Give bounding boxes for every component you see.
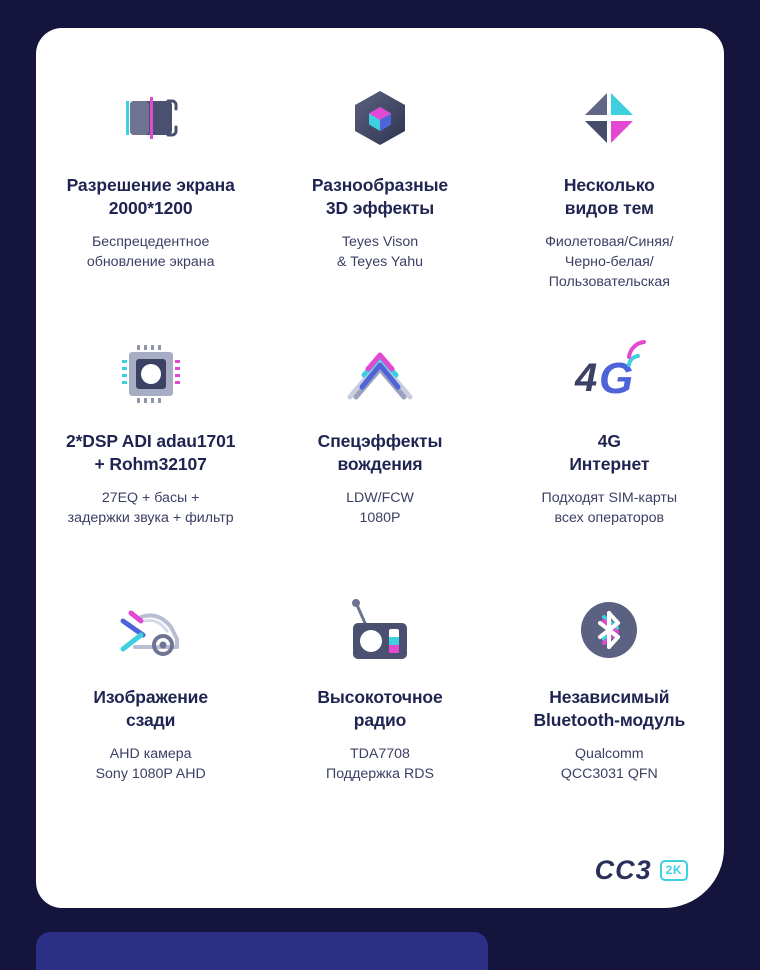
svg-text:4: 4 xyxy=(575,356,598,400)
radio-icon xyxy=(335,574,425,686)
feature-subtitle: Qualcomm QCC3031 QFN xyxy=(560,745,658,782)
feature-subtitle: 27EQ + басы + задержки звука + фильтр xyxy=(67,489,234,526)
feature-item xyxy=(495,318,724,574)
feature-item xyxy=(36,318,265,574)
dsp-chip-icon xyxy=(111,318,191,430)
feature-subtitle: Беспрецедентное обновление экрана xyxy=(86,233,215,270)
screen-resolution-icon xyxy=(112,62,190,174)
feature-title: Разнообразные 3D эффекты xyxy=(311,175,449,219)
feature-title: Высокоточное радио xyxy=(317,687,443,731)
svg-text:G: G xyxy=(599,354,634,403)
feature-title: Несколько видов тем xyxy=(563,175,655,219)
feature-subtitle: Teyes Vison & Teyes Yahu xyxy=(337,233,423,270)
feature-item xyxy=(36,62,265,318)
cube-3d-effects-icon xyxy=(341,62,419,174)
feature-subtitle: TDA7708 Поддержка RDS xyxy=(326,745,434,782)
4g-internet-icon xyxy=(561,318,657,430)
feature-subtitle: LDW/FCW 1080P xyxy=(346,489,414,526)
feature-subtitle: Подходят SIM-карты всех операторов xyxy=(541,489,678,526)
feature-item xyxy=(265,574,494,830)
feature-item xyxy=(36,574,265,830)
feature-grid xyxy=(36,62,724,830)
feature-title: Изображение сзади xyxy=(93,687,208,731)
feature-card xyxy=(36,28,724,908)
feature-title: 2*DSP ADI adau1701 + Rohm32107 xyxy=(65,431,236,475)
feature-title: Разрешение экрана 2000*1200 xyxy=(66,175,235,219)
feature-title: 4G Интернет xyxy=(569,431,650,475)
logo-badge-2k: 2K xyxy=(660,860,688,881)
feature-title: Независимый Bluetooth-модуль xyxy=(533,687,686,731)
rear-camera-icon xyxy=(101,574,201,686)
driving-effects-icon xyxy=(330,318,430,430)
feature-item xyxy=(495,574,724,830)
bottom-bar xyxy=(36,932,488,970)
feature-subtitle: Фиолетовая/Синяя/ Черно-белая/ Пользовательская xyxy=(545,233,674,290)
feature-title: Спецэффекты вождения xyxy=(317,431,443,475)
bluetooth-icon xyxy=(570,574,648,686)
product-logo xyxy=(595,855,688,886)
themes-icon xyxy=(567,62,651,174)
feature-item xyxy=(265,62,494,318)
feature-item xyxy=(495,62,724,318)
logo-text: CC3 xyxy=(594,855,652,885)
feature-subtitle: AHD камера Sony 1080P AHD xyxy=(95,745,206,782)
feature-item xyxy=(265,318,494,574)
